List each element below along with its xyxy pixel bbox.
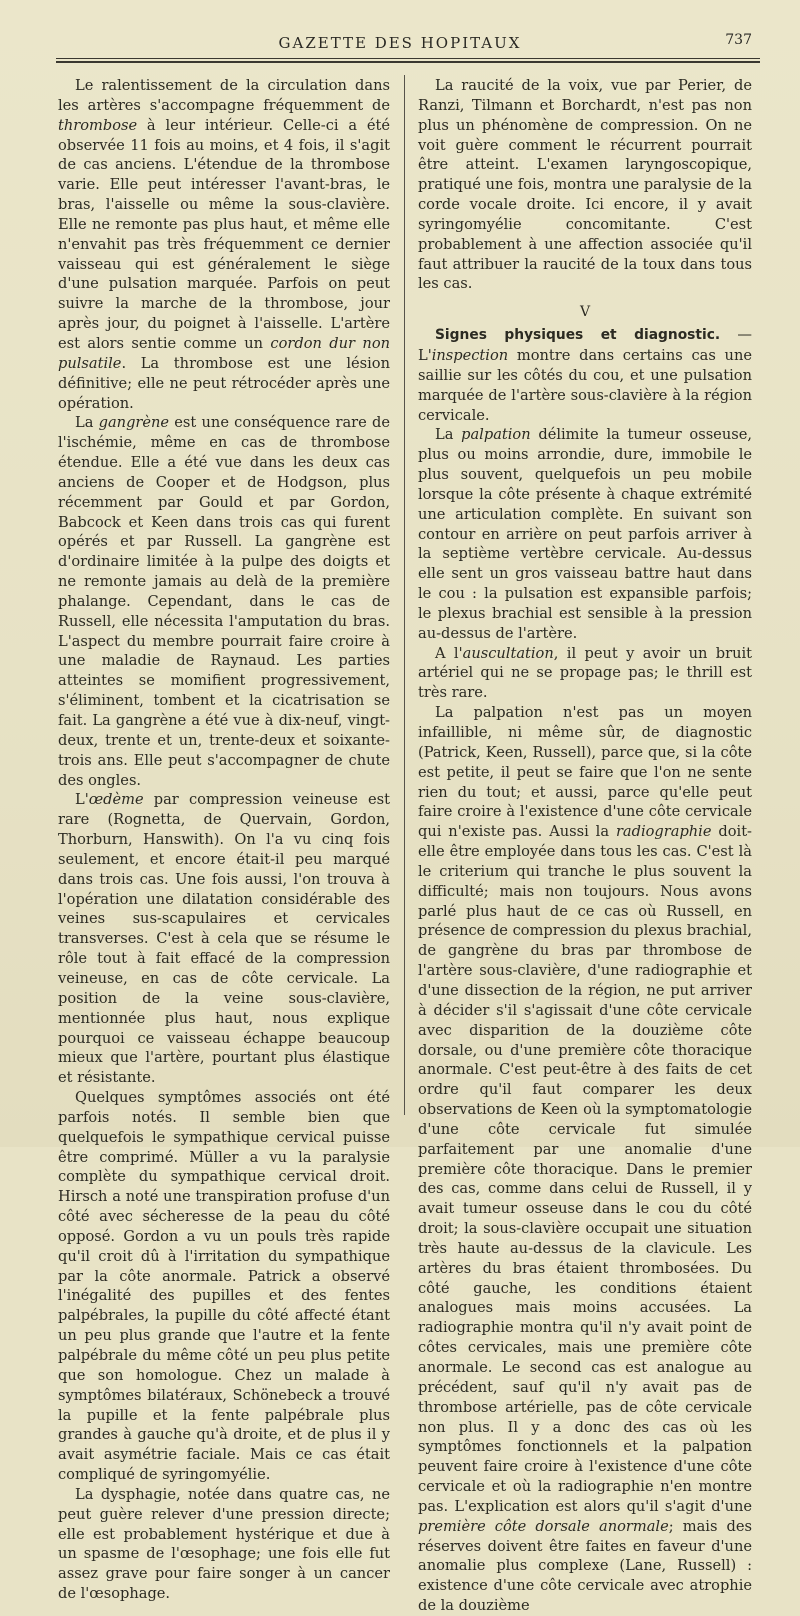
running-header: [0, 30, 800, 56]
paragraph-symptomes-associes: Quelques symptômes associés ont été parfois notés. Il semble bien que quelquefois le sympathique cervical puisse être comprimé. Müller a vu la paralysie complète du sympathique cervical droit. Hirsch a noté une transpiration profuse d'un côté avec sécheresse de la peau du côté opposé. Gordon a vu un pouls très rapide qu'il croit dû à l'irritation du sympathique par la côte anormale. Patrick a observé l'inégalité des pupilles et des fentes palpébrales, la pupille du côté affecté étant un peu plus grande que l'autre et la fente palpébrale du même côté un peu plus petite que son homologue. Chez un malade à symptômes bilatéraux, Schönebeck a trouvé la pupille et la fente palpébrale plus grandes à gauche qu'à droite, et de plus il y avait asymétrie faciale. Mais ce cas était compliqué de syringomyélie.: [58, 1089, 390, 1484]
italic-term: œdème: [88, 791, 144, 809]
paragraph-thrombose: Le ralentissement de la circulation dans les artères s'accompagne fréquemment de thrombose à leur intérieur. Celle-ci a été observée 11 fois au moins, et 4 fois, il s'agit de cas anciens. L'étendue de la thrombose varie. Elle peut intéresser l'avant-bras, le bras, l'aisselle ou même la sous-clavière. Elle ne remonte pas plus haut, et même elle n'envahit pas très fréquemment ce dernier vaisseau qui est généralement le siège d'une pulsation marquée. Parfois on peut suivre la marche de la thrombose, jour après jour, du poignet à l'aisselle. L'artère est alors sentie comme un cordon dur non pulsatile. La thrombose est une lésion définitive; elle ne peut rétrocéder après une opération.: [58, 77, 390, 412]
column-divider: [404, 75, 405, 1115]
inspection-text: — L'inspection montre dans certains cas une saillie sur les côtés du cou, et une pulsation marquée de l'artère sous-clavière à la région cervicale.: [418, 326, 753, 424]
italic-term: cordon dur non pulsatile: [58, 334, 390, 372]
header-rule: [56, 58, 760, 59]
italic-term: thrombose: [58, 116, 138, 134]
section-heading: Signes physiques et diagnostic.: [435, 327, 721, 344]
italic-term: première côte dorsale anormale: [418, 1517, 669, 1535]
section-number: V: [579, 304, 591, 321]
journal-title: GAZETTE DES HOPITAUX: [278, 34, 522, 52]
header-rule-double: [56, 61, 760, 63]
paragraph-dysphagie: La dysphagie, notée dans quatre cas, ne peut guère relever d'une pression directe; elle est probablement hystérique et due à un spasme de l'œsophage; une fois elle fut assez grave pour faire songer à un cancer de l'œsophage.: [58, 1485, 390, 1603]
paragraph-palpation: La palpation délimite la tumeur osseuse, plus ou moins arrondie, dure, immobile le plus souvent, quelquefois un peu mobile lorsque la côte présente à chaque extrémité une articulation complète. En suivant son contour en arrière on peut parfois arriver à la septième vertèbre cervicale. Au-dessus elle sent un gros vaisseau battre haut dans le cou : la pulsation est expansible parfois; le plexus brachial est sensible à la pression au-dessus de l'artère.: [418, 426, 752, 642]
page-number: 737: [725, 32, 752, 48]
paragraph-auscultation: A l'auscultation, il peut y avoir un bruit artériel qui ne se propage pas; le thrill est très rare.: [418, 644, 753, 702]
paragraph-raucite: La raucité de la voix, vue par Perier, de Ranzi, Tilmann et Borchardt, n'est pas non plus un phénomène de compression. On ne voit guère comment le récurrent pourrait être atteint. L'examen laryngoscopique, pratiqué une fois, montra une paralysie de la corde vocale droite. Ici encore, il y avait syringomyélie concomitante. C'est probablement à une affection associée qu'il faut attribuer la raucité de la toux dans tous les cas.: [418, 77, 752, 293]
paragraph-inspection: [418, 325, 752, 425]
italic-term: palpation: [461, 426, 531, 444]
paragraph-gangrene: La gangrène est une conséquence rare de l'ischémie, même en cas de thrombose étendue. Elle a été vue dans les deux cas anciens de Cooper et de Hodgson, plus récemment par Gould et par Gordon, Babcock et Keen dans trois cas qui furent opérés et par Russell. La gangrène est d'ordinaire limitée à la pulpe des doigts et ne remonte jamais au delà de la première phalange. Cependant, dans le cas de Russell, elle nécessita l'amputation du bras. L'aspect du membre pourrait faire croire à une maladie de Raynaud. Les parties atteintes se momifient progressivement, s'éliminent, tombent et la cicatrisation se fait. La gangrène a été vue à dix-neuf, vingt-deux, trente et un, trente-deux et soixante-trois ans. Elle peut s'accompagner de chute des ongles.: [58, 414, 390, 789]
right-column: [418, 76, 752, 1616]
paragraph-oedeme: L'œdème par compression veineuse est rare (Rognetta, de Quervain, Gordon, Thorburn, Hanswith). On l'a vu cinq fois seulement, et encore était-il peu marqué dans trois cas. Une fois aussi, l'on trouva à l'opération une dilatation considérable des veines sus-scapulaires et cervicales transverses. C'est à cela que se résume le rôle tout à fait effacé de la compression veineuse, en cas de côte cervicale. La position de la veine sous-clavière, mentionnée plus haut, nous explique pourquoi ce vaisseau échappe beaucoup mieux que l'artère, pourtant plus élastique et résistante.: [58, 791, 390, 1087]
left-column: [58, 76, 390, 1604]
italic-term: inspection: [431, 346, 509, 364]
italic-term: auscultation: [462, 644, 554, 662]
italic-term: radiographie: [615, 823, 712, 841]
paragraph-radiographie: La palpation n'est pas un moyen infaillible, ni même sûr, de diagnostic (Patrick, Keen, Russell), parce que, si la côte est petite, il peut se faire que l'on ne sente rien du tout; et aussi, parce qu'elle peut faire croire à l'existence d'une côte cervicale qui n'existe pas. Aussi la radiographie doit-elle être employée dans tous les cas. C'est là le criterium qui tranche le plus souvent la difficulté; mais non toujours. Nous avons parlé plus haut de ce cas où Russell, en présence de compression du plexus brachial, de gangrène du bras par thrombose de l'artère sous-clavière, d'une radiographie et d'une dissection de la région, ne put arriver à décider s'il s'agissait d'une côte cervicale avec disparition de la douzième côte dorsale, ou d'une première côte thoracique anormale. C'est peut-être à des faits de cet ordre qu'il faut comparer les deux observations de Keen où la symptomatologie d'une côte cervicale fut simulée parfaitement par une anomalie d'une première côte thoracique. Dans le premier des cas, comme dans celui de Russell, il y avait tumeur osseuse dans le cou du côté droit; la sous-clavière occupait une situation très haute au-dessus de la clavicule. Les artères du bras étaient thrombosées. Du côté gauche, les conditions étaient analogues mais moins accusées. La radiographie montra qu'il n'y avait point de côtes cervicales, mais une première côte anormale. Le second cas est analogue au précédent, sauf qu'il n'y avait pas de thrombose artérielle, pas de côte cervicale non plus. Il y a donc des cas où les symptômes fonctionnels et la palpation peuvent faire croire à l'existence d'une côte cervicale et où la radiographie n'en montre pas. L'explication est alors qu'il s'agit d'une première côte dorsale anormale; mais des réserves doivent être faites en faveur d'une anomalie plus complexe (Lane, Russell) : existence d'une côte cervicale avec atrophie de la douzième: [418, 704, 752, 1615]
italic-term: gangrène: [98, 414, 170, 432]
